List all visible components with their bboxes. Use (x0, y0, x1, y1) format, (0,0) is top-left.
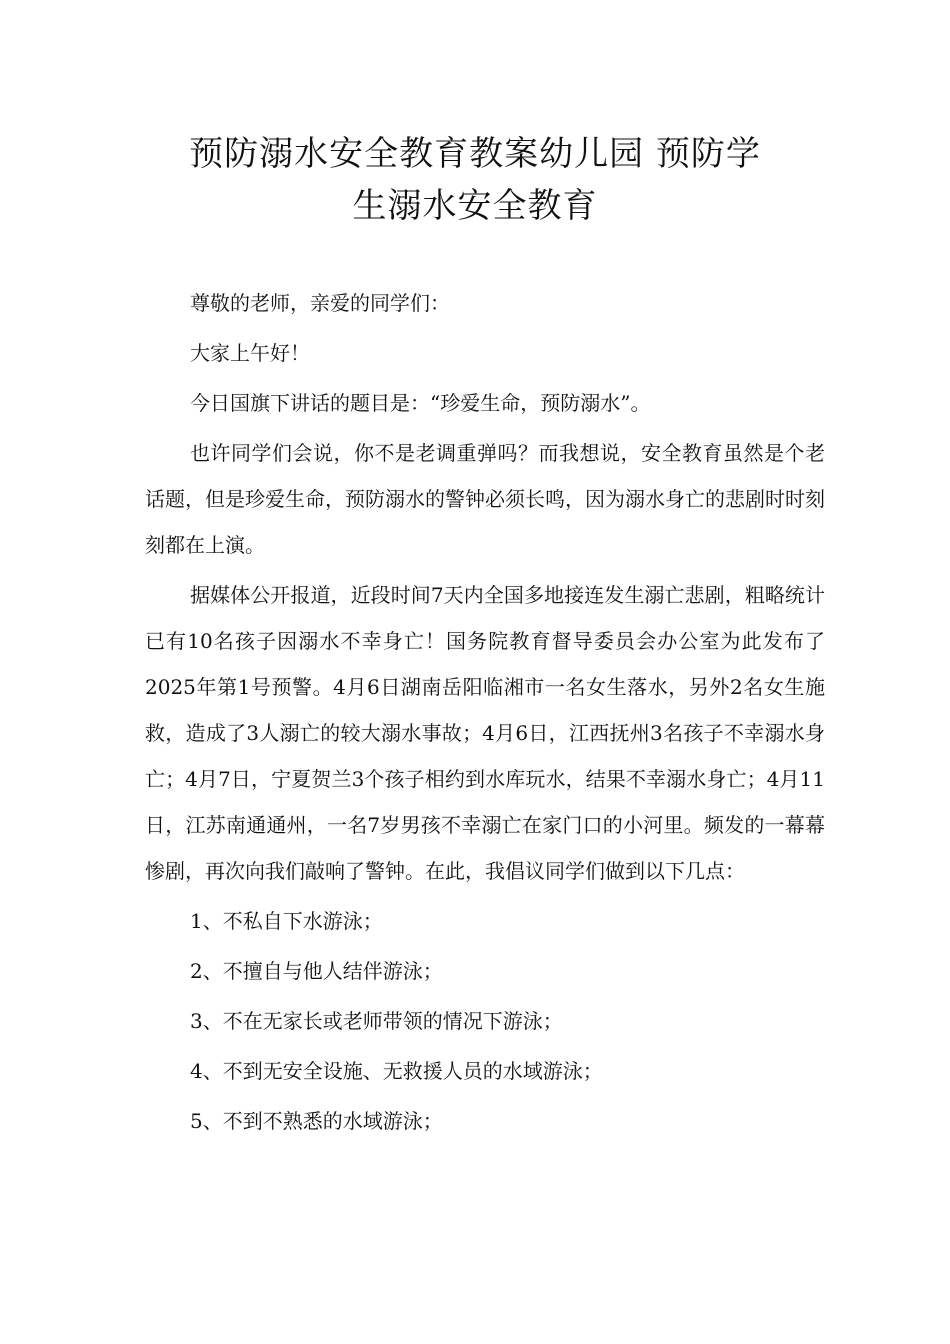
paragraph-1: 也许同学们会说，你不是老调重弹吗？而我想说，安全教育虽然是个老话题，但是珍爱生命，预防溺水的警钟必须长鸣，因为溺水身亡的悲剧时时刻刻都在上演。 (145, 441, 825, 557)
list-item: 5、不到不熟悉的水域游泳； (190, 1109, 443, 1133)
topic-paragraph: 今日国旗下讲话的题目是：“珍爱生命，预防溺水”。 (190, 391, 651, 415)
document-body (145, 280, 825, 1144)
list-item: 4、不到无安全设施、无救援人员的水域游泳； (190, 1059, 603, 1083)
hello-paragraph: 大家上午好！ (190, 341, 310, 365)
title-line-1: 预防溺水安全教育教案幼儿园 预防学 (189, 134, 761, 174)
list-item: 1、不私自下水游泳； (190, 909, 383, 933)
greeting-paragraph: 尊敬的老师，亲爱的同学们： (190, 291, 450, 315)
list-item: 3、不在无家长或老师带领的情况下游泳； (190, 1009, 563, 1033)
document-title (100, 128, 850, 232)
paragraph-2: 据媒体公开报道，近段时间7天内全国多地接连发生溺亡悲剧，粗略统计已有10名孩子因溺水不幸身亡！国务院教育督导委员会办公室为此发布了2025年第1号预警。4月6日湖南岳阳临湘市一名女生落水，另外2名女生施救，造成了3人溺亡的较大溺水事故；4月6日，江西抚州3名孩子不幸溺水身亡；4月7日，宁夏贺兰3个孩子相约到水库玩水，结果不幸溺水身亡；4月11日，江苏南通通州，一名7岁男孩不幸溺亡在家门口的小河里。频发的一幕幕惨剧，再次向我们敲响了警钟。在此，我倡议同学们做到以下几点： (145, 583, 825, 883)
list-item: 2、不擅自与他人结伴游泳； (190, 959, 443, 983)
title-line-2: 生溺水安全教育 (352, 186, 598, 226)
